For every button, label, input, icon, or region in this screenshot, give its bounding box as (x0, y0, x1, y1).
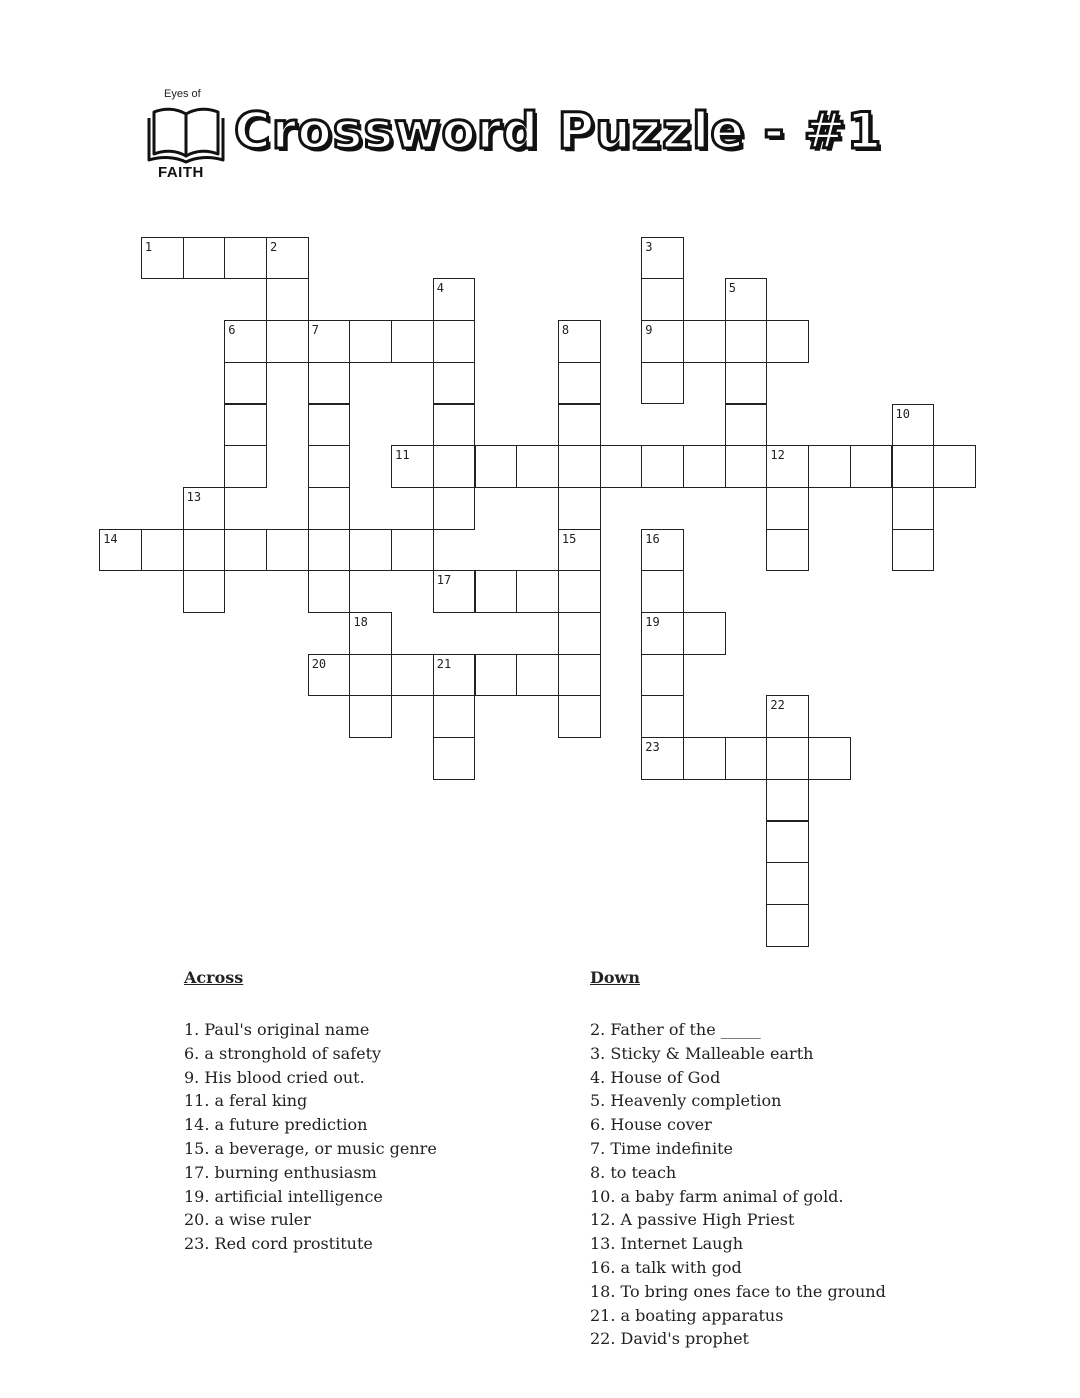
across-clue: 6. a stronghold of safety (184, 1043, 382, 1063)
crossword-cell[interactable] (516, 570, 559, 613)
down-clue: 18. To bring ones face to the ground (590, 1281, 886, 1301)
crossword-cell[interactable] (308, 362, 351, 405)
crossword-cell[interactable] (266, 529, 309, 572)
crossword-cell[interactable] (224, 362, 267, 405)
crossword-cell[interactable] (766, 821, 809, 864)
clue-number: 1 (144, 239, 153, 254)
across-clue: 9. His blood cried out. (184, 1067, 365, 1087)
crossword-cell[interactable] (308, 529, 351, 572)
crossword-cell[interactable] (558, 570, 601, 613)
crossword-cell[interactable] (433, 445, 476, 488)
crossword-cell[interactable] (433, 737, 476, 780)
crossword-cell[interactable] (391, 654, 434, 697)
across-clue: 15. a beverage, or music genre (184, 1138, 437, 1158)
across-clue: 1. Paul's original name (184, 1020, 370, 1039)
crossword-cell[interactable] (349, 695, 392, 738)
crossword-cell[interactable] (183, 570, 226, 613)
clue-number: 13 (186, 489, 202, 504)
clue-number: 15 (561, 531, 577, 546)
crossword-cell[interactable] (308, 487, 351, 530)
down-clue: 16. a talk with god (590, 1257, 742, 1277)
crossword-cell[interactable] (224, 320, 267, 363)
crossword-cell[interactable] (683, 320, 726, 363)
crossword-cell[interactable] (558, 612, 601, 655)
crossword-cell[interactable] (308, 570, 351, 613)
crossword-cell[interactable] (516, 654, 559, 697)
across-clue: 19. artificial intelligence (184, 1186, 383, 1206)
crossword-cell[interactable] (266, 237, 309, 280)
crossword-cell[interactable] (766, 862, 809, 905)
logo-top-text: Eyes of (164, 88, 201, 100)
crossword-cell[interactable] (99, 529, 142, 572)
crossword-cell[interactable] (641, 237, 684, 280)
clue-number: 21 (436, 656, 452, 671)
crossword-cell[interactable] (433, 654, 476, 697)
page-title: Crossword Puzzle - #1 (234, 102, 883, 160)
clue-number: 10 (895, 406, 910, 421)
crossword-cell[interactable] (433, 362, 476, 405)
across-clue: 11. a feral king (184, 1091, 308, 1111)
down-clue: 5. Heavenly completion (590, 1091, 782, 1111)
across-heading: Across (184, 968, 244, 987)
crossword-cell[interactable] (183, 529, 226, 572)
crossword-cell[interactable] (349, 529, 392, 572)
crossword-cell[interactable] (391, 320, 434, 363)
crossword-cell[interactable] (641, 445, 684, 488)
clue-number: 7 (311, 323, 319, 338)
crossword-cell[interactable] (808, 737, 851, 780)
down-clue: 13. Internet Laugh (590, 1234, 744, 1254)
across-clue: 20. a wise ruler (184, 1210, 311, 1230)
crossword-cell[interactable] (641, 278, 684, 321)
crossword-cell[interactable] (558, 695, 601, 738)
crossword-cell[interactable] (766, 487, 809, 530)
crossword-cell[interactable] (892, 487, 935, 530)
clue-number: 18 (353, 615, 368, 629)
clue-number: 14 (103, 531, 118, 546)
crossword-cell[interactable] (725, 737, 768, 780)
crossword-cell[interactable] (558, 487, 601, 530)
crossword-cell[interactable] (391, 445, 434, 488)
crossword-cell[interactable] (433, 570, 476, 613)
logo-bottom-text: FAITH (158, 164, 204, 181)
clue-number: 9 (645, 323, 653, 338)
down-clue: 10. a baby farm animal of gold. (590, 1186, 844, 1206)
crossword-cell[interactable] (183, 487, 226, 530)
clue-number: 11 (395, 448, 410, 463)
down-clue: 3. Sticky & Malleable earth (590, 1043, 814, 1063)
crossword-cell[interactable] (808, 445, 851, 488)
crossword-cell[interactable] (933, 445, 976, 488)
crossword-cell[interactable] (892, 404, 935, 447)
crossword-cell[interactable] (892, 445, 935, 488)
crossword-cell[interactable] (683, 612, 726, 655)
crossword-cell[interactable] (224, 529, 267, 572)
crossword-cell[interactable] (308, 654, 351, 697)
crossword-cell[interactable] (433, 278, 476, 321)
crossword-cell[interactable] (766, 695, 809, 738)
crossword-cell[interactable] (558, 654, 601, 697)
across-clue: 17. burning enthusiasm (184, 1162, 377, 1182)
crossword-cell[interactable] (725, 445, 768, 488)
clue-number: 2 (270, 239, 278, 254)
crossword-cell[interactable] (558, 362, 601, 405)
crossword-cell[interactable] (391, 529, 434, 572)
crossword-cell[interactable] (475, 654, 518, 697)
crossword-cell[interactable] (641, 362, 684, 405)
crossword-cell[interactable] (433, 695, 476, 738)
crossword-cell[interactable] (766, 445, 809, 488)
down-clue: 22. David's prophet (590, 1329, 749, 1349)
down-clue: 8. to teach (590, 1162, 677, 1182)
clue-number: 19 (645, 615, 660, 629)
clue-number: 6 (228, 323, 236, 338)
across-clue: 14. a future prediction (184, 1115, 368, 1135)
clue-number: 5 (728, 281, 736, 296)
crossword-cell[interactable] (766, 737, 809, 780)
crossword-cell[interactable] (725, 278, 768, 321)
across-clues (184, 966, 437, 1256)
crossword-cell[interactable] (433, 404, 476, 447)
crossword-cell[interactable] (892, 529, 935, 572)
crossword-cell[interactable] (475, 570, 518, 613)
crossword-cell[interactable] (433, 487, 476, 530)
crossword-cell[interactable] (766, 320, 809, 363)
clue-number: 17 (436, 573, 452, 588)
down-clue: 2. Father of the _____ (590, 1020, 761, 1039)
crossword-cell[interactable] (224, 404, 267, 447)
crossword-cell[interactable] (183, 237, 226, 280)
crossword-cell[interactable] (224, 237, 267, 280)
crossword-cell[interactable] (641, 737, 684, 780)
crossword-cell[interactable] (516, 445, 559, 488)
crossword-cell[interactable] (558, 320, 601, 363)
clue-number: 3 (645, 239, 653, 254)
crossword-cell[interactable] (600, 445, 643, 488)
clue-number: 23 (645, 740, 660, 755)
crossword-cell[interactable] (725, 320, 768, 363)
crossword-cell[interactable] (725, 362, 768, 405)
crossword-cell[interactable] (433, 320, 476, 363)
crossword-cell[interactable] (641, 320, 684, 363)
crossword-cell[interactable] (349, 654, 392, 697)
crossword-cell[interactable] (683, 737, 726, 780)
crossword-cell[interactable] (266, 278, 309, 321)
down-heading: Down (590, 968, 640, 987)
clue-number: 4 (436, 281, 445, 296)
crossword-cell[interactable] (558, 404, 601, 447)
crossword-cell[interactable] (850, 445, 893, 488)
down-clue: 6. House cover (590, 1115, 712, 1135)
crossword-cell[interactable] (308, 404, 351, 447)
crossword-cell[interactable] (558, 445, 601, 488)
clue-number: 12 (770, 448, 785, 463)
crossword-cell[interactable] (349, 320, 392, 363)
crossword-cell[interactable] (558, 529, 601, 572)
down-clues (590, 966, 886, 1351)
crossword-cell[interactable] (641, 529, 684, 572)
across-clue-list (184, 1018, 437, 1256)
crossword-cell[interactable] (349, 612, 392, 655)
crossword-cell[interactable] (766, 904, 809, 947)
crossword-cell[interactable] (766, 779, 809, 822)
crossword-cell[interactable] (641, 612, 684, 655)
crossword-cell[interactable] (266, 320, 309, 363)
clue-number: 20 (311, 656, 327, 671)
clue-number: 8 (561, 323, 570, 338)
down-clue: 7. Time indefinite (590, 1138, 733, 1158)
crossword-cell[interactable] (141, 237, 184, 280)
crossword-cell[interactable] (725, 404, 768, 447)
crossword-cell[interactable] (475, 445, 518, 488)
down-clue: 4. House of God (590, 1067, 721, 1087)
crossword-cell[interactable] (224, 445, 267, 488)
crossword-cell[interactable] (641, 695, 684, 738)
crossword-cell[interactable] (141, 529, 184, 572)
crossword-cell[interactable] (683, 445, 726, 488)
clue-number: 16 (645, 531, 660, 546)
down-clue-list (590, 1018, 886, 1351)
down-clue: 12. A passive High Priest (590, 1210, 795, 1230)
down-clue: 21. a boating apparatus (590, 1305, 784, 1325)
crossword-cell[interactable] (766, 529, 809, 572)
crossword-cell[interactable] (308, 320, 351, 363)
crossword-cell[interactable] (641, 654, 684, 697)
across-clue: 23. Red cord prostitute (184, 1234, 373, 1254)
clue-number: 22 (770, 698, 785, 713)
crossword-cell[interactable] (641, 570, 684, 613)
crossword-cell[interactable] (308, 445, 351, 488)
